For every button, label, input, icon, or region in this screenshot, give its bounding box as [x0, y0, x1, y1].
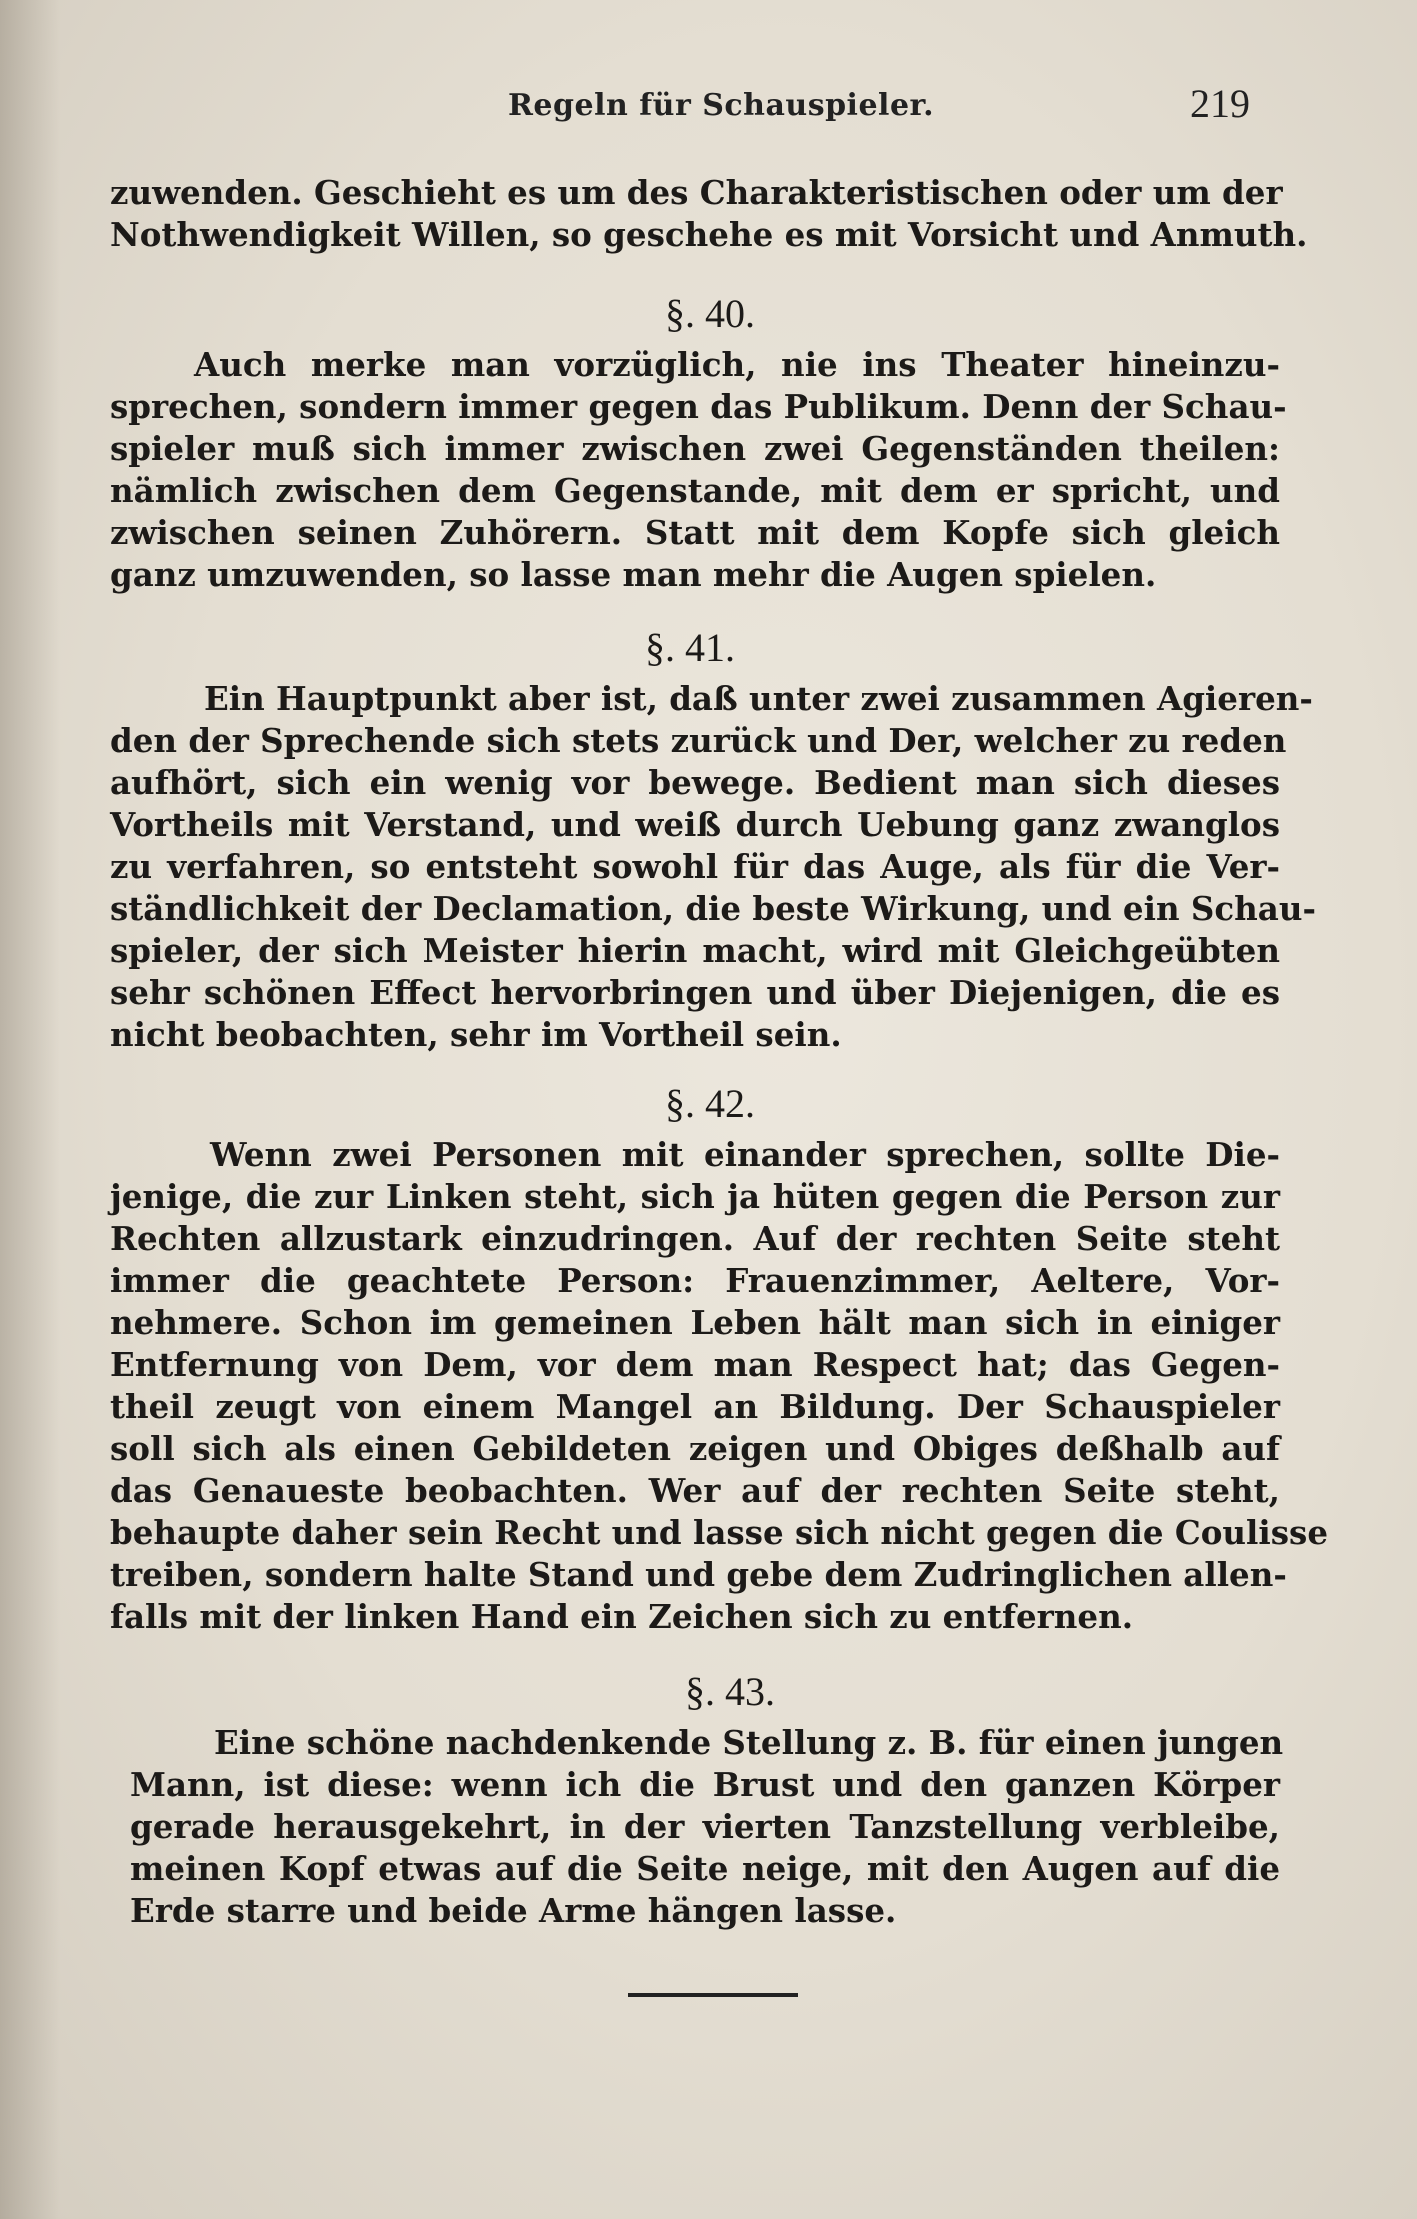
running-title: Regeln für Schauspieler. — [508, 88, 935, 123]
text-line: Auch merke man vorzüglich, nie ins Theater hineinzu- — [194, 345, 1280, 384]
text-line: zuwenden. Geschieht es um des Charakteristischen oder um der — [110, 173, 1283, 212]
text-line: zwischen seinen Zuhörern. Statt mit dem Kopfe sich gleich — [110, 513, 1280, 552]
text-line: Rechten allzustark einzudringen. Auf der rechten Seite steht — [110, 1219, 1280, 1258]
page-number: 219 — [1190, 81, 1250, 126]
text-line: spieler muß sich immer zwischen zwei Gegenständen theilen: — [110, 429, 1280, 468]
section-43-paragraph — [130, 1722, 1284, 1932]
text-line: nicht beobachten, sehr im Vortheil sein. — [110, 1015, 842, 1054]
text-line: nehmere. Schon im gemeinen Leben hält man sich in einiger — [110, 1303, 1280, 1342]
text-line: Nothwendigkeit Willen, so geschehe es mit Vorsicht und Anmuth. — [110, 215, 1308, 254]
text-line: spieler, der sich Meister hierin macht, wird mit Gleichgeübten — [110, 931, 1280, 970]
end-rule — [628, 1993, 798, 1997]
text-line: sprechen, sondern immer gegen das Publikum. Denn der Schau- — [110, 387, 1287, 426]
text-line: Ein Hauptpunkt aber ist, daß unter zwei zusammen Agieren- — [204, 679, 1313, 718]
page-gutter-shadow — [0, 0, 60, 2219]
section-heading-40: §. 40. — [665, 291, 755, 336]
text-line: theil zeugt von einem Mangel an Bildung. Der Schauspieler — [110, 1387, 1280, 1426]
text-line: immer die geachtete Person: Frauenzimmer, Aeltere, Vor- — [110, 1261, 1280, 1300]
text-line: falls mit der linken Hand ein Zeichen sich zu entfernen. — [110, 1597, 1134, 1636]
text-line: behaupte daher sein Recht und lasse sich nicht gegen die Coulisse — [110, 1513, 1329, 1552]
text-line: den der Sprechende sich stets zurück und Der, welcher zu reden — [110, 721, 1287, 760]
text-line: nämlich zwischen dem Gegenstande, mit dem er spricht, und — [110, 471, 1280, 510]
section-41-paragraph — [110, 678, 1316, 1056]
section-heading-42: §. 42. — [665, 1081, 755, 1126]
text-line: zu verfahren, so entsteht sowohl für das Auge, als für die Ver- — [110, 847, 1280, 886]
section-40-paragraph — [110, 344, 1287, 596]
section-heading-43: §. 43. — [685, 1669, 775, 1714]
text-line: das Genaueste beobachten. Wer auf der rechten Seite steht, — [110, 1471, 1280, 1510]
text-line: Entfernung von Dem, vor dem man Respect hat; das Gegen- — [110, 1345, 1280, 1384]
text-line: ganz umzuwenden, so lasse man mehr die Augen spielen. — [110, 555, 1157, 594]
text-line: Wenn zwei Personen mit einander sprechen, sollte Die- — [210, 1135, 1280, 1174]
text-line: Eine schöne nachdenkende Stellung z. B. für einen jungen — [214, 1723, 1284, 1762]
text-line: sehr schönen Effect hervorbringen und über Diejenigen, die es — [110, 973, 1280, 1012]
section-42-paragraph — [110, 1134, 1329, 1638]
text-line: Erde starre und beide Arme hängen lasse. — [130, 1891, 897, 1930]
text-line: jenige, die zur Linken steht, sich ja hüten gegen die Person zur — [110, 1177, 1280, 1216]
text-line: treiben, sondern halte Stand und gebe dem Zudringlichen allen- — [110, 1555, 1287, 1594]
text-line: gerade herausgekehrt, in der vierten Tanzstellung verbleibe, — [130, 1807, 1280, 1846]
continuation-paragraph — [110, 172, 1308, 256]
text-line: Vortheils mit Verstand, und weiß durch Uebung ganz zwanglos — [110, 805, 1280, 844]
text-line: aufhört, sich ein wenig vor bewege. Bedient man sich dieses — [110, 763, 1280, 802]
text-line: Mann, ist diese: wenn ich die Brust und den ganzen Körper — [130, 1765, 1280, 1804]
section-heading-41: §. 41. — [645, 625, 735, 670]
text-line: meinen Kopf etwas auf die Seite neige, mit den Augen auf die — [130, 1849, 1280, 1888]
text-line: ständlichkeit der Declamation, die beste Wirkung, und ein Schau- — [110, 889, 1316, 928]
text-line: soll sich als einen Gebildeten zeigen und Obiges deßhalb auf — [110, 1429, 1280, 1468]
